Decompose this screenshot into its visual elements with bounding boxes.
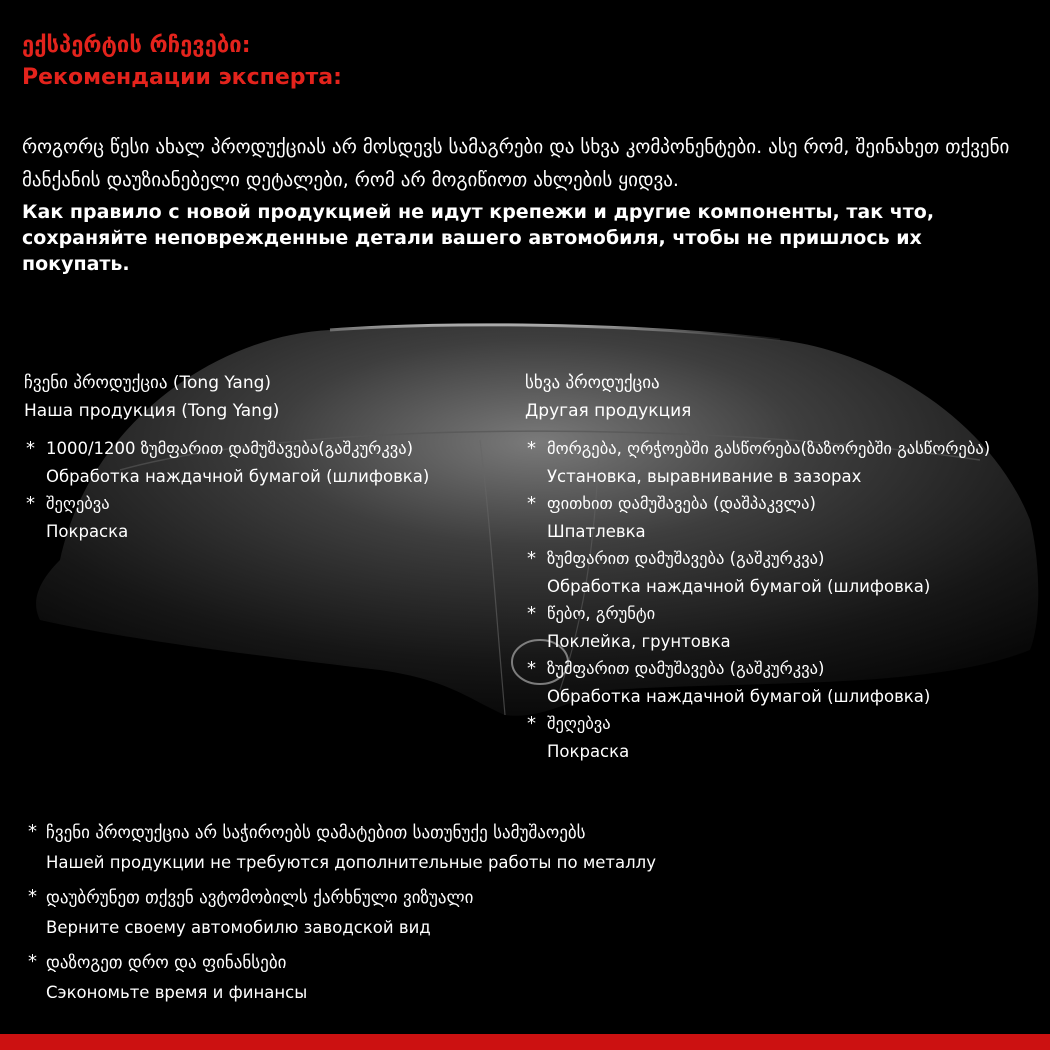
list-item: [525, 435, 1045, 490]
heading-georgian: ჩვენი პროდუქცია (Tong Yang): [24, 373, 272, 393]
item-russian: Покраска: [547, 742, 630, 761]
item-russian: Обработка наждачной бумагой (шлифовка): [547, 687, 931, 706]
expert-tips-title: [22, 30, 342, 94]
list-item: [525, 490, 1045, 545]
benefit-georgian: დაუბრუნეთ თქვენ ავტომობილს ქარხნული ვიზუალი: [46, 888, 474, 908]
our-product-heading: [24, 369, 514, 425]
intro-russian: Как правило с новой продукцией не идут крепежи и другие компоненты, так что, сохраняйте неповрежденные детали вашего автомобиля, чтобы не пришлось их покупать.: [22, 201, 935, 275]
benefits-list: [26, 818, 1026, 1013]
bullet-star: *: [527, 493, 536, 514]
item-russian: Покраска: [46, 522, 129, 541]
item-georgian: ზუმფარით დამუშავება (გაშკურკვა): [547, 659, 825, 678]
bullet-star: *: [28, 886, 37, 907]
bullet-star: *: [527, 548, 536, 569]
item-russian: Обработка наждачной бумагой (шлифовка): [46, 467, 430, 486]
title-georgian: ექსპერტის რჩევები:: [22, 33, 251, 58]
benefit-item: [26, 818, 1026, 877]
benefit-russian: Верните своему автомобилю заводской вид: [46, 918, 431, 937]
item-georgian: 1000/1200 ზუმფარით დამუშავება(გაშკურკვა): [46, 439, 414, 458]
item-georgian: მორგება, ღრჭოებში გასწორება(ზაზორებში გასწორება): [547, 439, 991, 458]
list-item: [525, 710, 1045, 765]
item-russian: Обработка наждачной бумагой (шлифовка): [547, 577, 931, 596]
item-russian: Поклейка, грунтовка: [547, 632, 731, 651]
other-product-heading: [525, 369, 1045, 425]
benefit-georgian: დაზოგეთ დრო და ფინანსები: [46, 953, 287, 973]
bullet-star: *: [527, 603, 536, 624]
bullet-star: *: [28, 951, 37, 972]
other-product-column: [525, 369, 1045, 765]
item-russian: Шпатлевка: [547, 522, 646, 541]
list-item: [525, 600, 1045, 655]
list-item: [525, 545, 1045, 600]
heading-russian: Наша продукция (Tong Yang): [24, 401, 280, 421]
benefit-item: [26, 883, 1026, 942]
footer-red-bar: [0, 1034, 1050, 1050]
item-georgian: წებო, გრუნტი: [547, 604, 656, 623]
bullet-star: *: [26, 493, 35, 514]
intro-paragraph: [22, 131, 1022, 277]
title-russian: Рекомендации эксперта:: [22, 65, 342, 90]
benefit-russian: Сэкономьте время и финансы: [46, 983, 308, 1002]
item-georgian: ფითხით დამუშავება (დაშპაკვლა): [547, 494, 816, 513]
bullet-star: *: [527, 713, 536, 734]
benefit-item: [26, 948, 1026, 1007]
item-georgian: შეღებვა: [547, 714, 611, 733]
bullet-star: *: [527, 658, 536, 679]
bullet-star: *: [527, 438, 536, 459]
list-item: [525, 655, 1045, 710]
list-item: [24, 490, 514, 545]
list-item: [24, 435, 514, 490]
our-product-column: [24, 369, 514, 545]
item-georgian: შეღებვა: [46, 494, 110, 513]
heading-georgian: სხვა პროდუქცია: [525, 373, 660, 393]
bullet-star: *: [28, 821, 37, 842]
benefit-russian: Нашей продукции не требуются дополнительные работы по металлу: [46, 853, 656, 872]
item-russian: Установка, выравнивание в зазорах: [547, 467, 862, 486]
heading-russian: Другая продукция: [525, 401, 692, 421]
intro-georgian: როგორც წესი ახალ პროდუქციას არ მოსდევს სამაგრები და სხვა კომპონენტები. ასე რომ, შეინახეთ თქვენი მანქანის დაუზიანებელი დეტალები, რომ არ მოგიწიოთ ახლების ყიდვა.: [22, 136, 1010, 191]
benefit-georgian: ჩვენი პროდუქცია არ საჭიროებს დამატებით სათუნუქე სამუშაოებს: [46, 823, 586, 843]
bullet-star: *: [26, 438, 35, 459]
item-georgian: ზუმფარით დამუშავება (გაშკურკვა): [547, 549, 825, 568]
